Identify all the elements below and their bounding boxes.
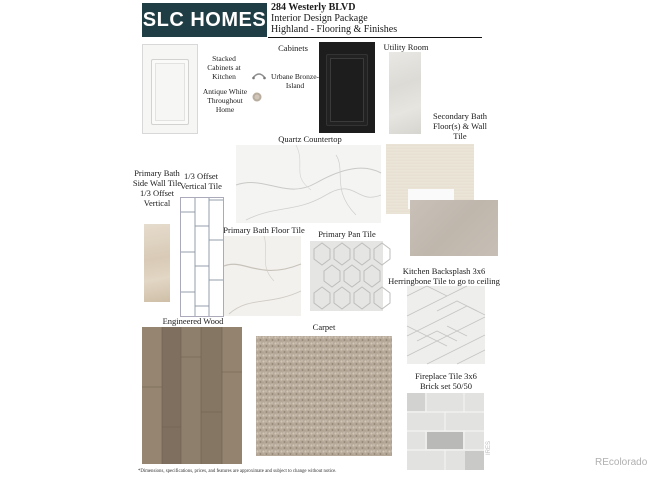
primary-side-wall-label: Primary Bath Side Wall Tile 1/3 Offset Vertical bbox=[132, 168, 182, 208]
kitchen-backsplash-label: Kitchen Backsplash 3x6 Herringbone Tile to go to ceiling bbox=[388, 266, 500, 286]
primary-side-wall-swatch bbox=[144, 224, 170, 302]
black-cabinet-swatch bbox=[319, 42, 375, 133]
fireplace-tile-swatch bbox=[407, 393, 484, 470]
package-subtitle: Highland - Flooring & Finishes bbox=[271, 24, 398, 35]
carpet-swatch bbox=[256, 336, 392, 456]
property-address: 284 Westerly BLVD bbox=[271, 2, 356, 13]
brick-set-label: Brick set 50/50 bbox=[420, 381, 472, 391]
carpet-label: Carpet bbox=[312, 322, 336, 332]
primary-pan-tile-swatch bbox=[310, 241, 383, 311]
antique-white-label: Antique White Throughout Home bbox=[202, 87, 248, 114]
primary-floor-label: Primary Bath Floor Tile bbox=[223, 225, 305, 235]
watermark-logo: REcolorado bbox=[595, 457, 647, 468]
white-cabinet-swatch bbox=[142, 44, 198, 134]
quartz-countertop-swatch bbox=[236, 145, 381, 223]
secondary-bath-label: Secondary Bath Floor(s) & Wall Tile bbox=[432, 111, 488, 141]
cabinet-knob-icon bbox=[251, 91, 263, 103]
secondary-bath-wall-swatch bbox=[410, 200, 498, 256]
engineered-wood-swatch bbox=[142, 327, 242, 464]
cabinets-label: Cabinets bbox=[278, 43, 308, 53]
offset-subway-tile-swatch bbox=[180, 197, 224, 317]
fireplace-tile-label: Fireplace Tile 3x6 bbox=[415, 371, 477, 381]
package-title: Interior Design Package bbox=[271, 13, 368, 24]
watermark-small: IRES bbox=[486, 440, 493, 456]
herringbone-tile-swatch bbox=[407, 286, 485, 364]
primary-floor-tile-swatch bbox=[224, 236, 301, 316]
utility-room-tile-swatch bbox=[389, 52, 421, 134]
urbane-bronze-label: Urbane Bronze- Island bbox=[270, 72, 320, 90]
disclaimer-text: *Dimensions, specifications, prices, and features are approximate and subject to change without notice. bbox=[138, 469, 337, 474]
stacked-cabinets-label: Stacked Cabinets at Kitchen bbox=[207, 54, 241, 81]
utility-room-label: Utility Room bbox=[383, 42, 429, 52]
primary-pan-label: Primary Pan Tile bbox=[318, 229, 376, 239]
engineered-wood-label: Engineered Wood bbox=[162, 316, 224, 326]
cabinet-pull-icon bbox=[252, 70, 266, 80]
offset-vertical-label: 1/3 Offset Vertical Tile bbox=[180, 171, 222, 191]
company-logo: SLC HOMES bbox=[142, 3, 267, 37]
quartz-countertop-label: Quartz Countertop bbox=[278, 134, 342, 144]
header-divider bbox=[268, 37, 482, 38]
